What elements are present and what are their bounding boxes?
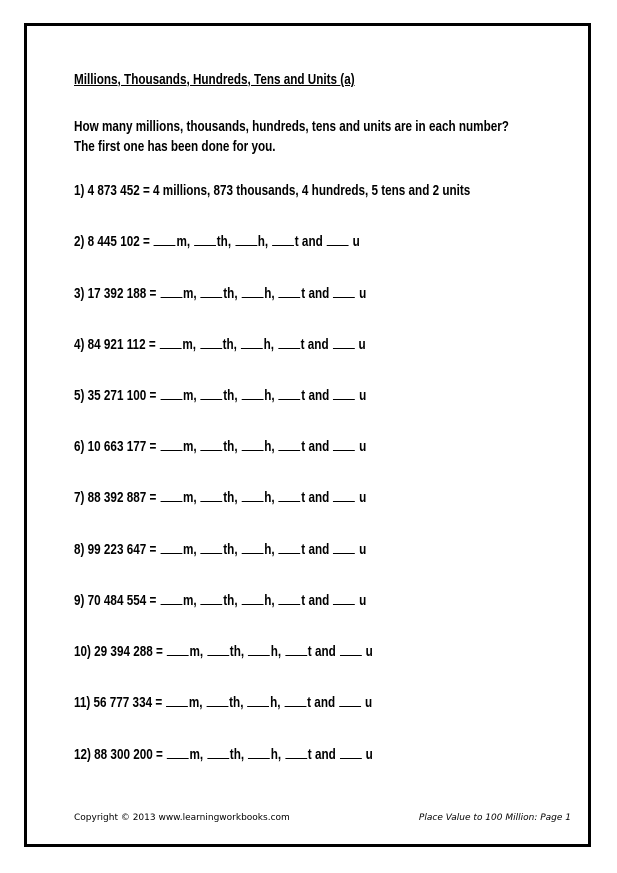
hundreds-blank[interactable]: [242, 541, 264, 554]
millions-label: m,: [189, 746, 204, 763]
tens-label: t and: [300, 336, 329, 353]
millions-label: m,: [182, 285, 197, 302]
units-blank[interactable]: [340, 643, 362, 656]
tens-blank[interactable]: [279, 592, 301, 605]
instruction-line-2: The first one has been done for you.: [74, 138, 276, 155]
hundreds-label: h,: [270, 643, 282, 660]
question-value: 88 392 887: [87, 489, 147, 506]
hundreds-label: h,: [264, 285, 275, 302]
tens-blank[interactable]: [279, 285, 301, 298]
hundreds-label: h,: [264, 387, 275, 404]
millions-label: m,: [188, 694, 203, 711]
tens-blank[interactable]: [272, 233, 294, 246]
tens-label: t and: [301, 489, 330, 506]
page-label: Place Value to 100 Million: Page 1: [418, 813, 571, 823]
hundreds-label: h,: [263, 336, 274, 353]
tens-blank[interactable]: [285, 694, 307, 707]
thousands-label: th,: [229, 694, 244, 711]
question-number: 5): [74, 387, 85, 404]
hundreds-blank[interactable]: [242, 387, 264, 400]
thousands-label: th,: [223, 541, 238, 558]
question-value: 10 663 177: [87, 438, 147, 455]
thousands-blank[interactable]: [207, 694, 229, 707]
millions-blank[interactable]: [166, 694, 188, 707]
hundreds-blank[interactable]: [248, 643, 270, 656]
question-value: 70 484 554: [87, 592, 147, 609]
units-blank[interactable]: [333, 387, 355, 400]
question-row: 11) 56 777 334 = m, th, h, t and u: [74, 694, 373, 711]
question-value: 8 445 102: [87, 233, 140, 250]
thousands-label: th,: [216, 233, 232, 250]
hundreds-label: h,: [270, 694, 281, 711]
millions-blank[interactable]: [160, 387, 182, 400]
question-number: 9): [74, 592, 85, 609]
hundreds-blank[interactable]: [248, 746, 270, 759]
tens-label: t and: [301, 285, 330, 302]
question-number: 2): [74, 233, 85, 250]
question-number: 8): [74, 541, 85, 558]
millions-blank[interactable]: [160, 592, 182, 605]
question-row: 7) 88 392 887 = m, th, h, t and u: [74, 489, 367, 506]
units-label: u: [365, 746, 373, 763]
worksheet-title: Millions, Thousands, Hundreds, Tens and Units (a): [74, 71, 355, 88]
tens-label: t and: [307, 746, 336, 763]
hundreds-label: h,: [264, 438, 275, 455]
question-value: 99 223 647: [87, 541, 147, 558]
question-row: 6) 10 663 177 = m, th, h, t and u: [74, 438, 367, 455]
thousands-label: th,: [223, 285, 238, 302]
hundreds-blank[interactable]: [242, 592, 264, 605]
units-blank[interactable]: [333, 541, 355, 554]
question-number: 3): [74, 285, 85, 302]
thousands-blank[interactable]: [201, 387, 223, 400]
question-value: 56 777 334: [93, 694, 153, 711]
thousands-label: th,: [223, 387, 238, 404]
thousands-blank[interactable]: [201, 285, 223, 298]
units-blank[interactable]: [333, 285, 355, 298]
units-label: u: [359, 592, 367, 609]
millions-label: m,: [182, 387, 197, 404]
question-value: 29 394 288: [94, 643, 153, 660]
millions-label: m,: [182, 438, 197, 455]
units-label: u: [359, 438, 367, 455]
thousands-blank[interactable]: [201, 541, 223, 554]
hundreds-blank[interactable]: [242, 489, 264, 502]
thousands-blank[interactable]: [194, 233, 216, 246]
hundreds-label: h,: [264, 541, 275, 558]
question-row: 9) 70 484 554 = m, th, h, t and u: [74, 592, 367, 609]
millions-label: m,: [176, 233, 191, 250]
question-row: 12) 88 300 200 = m, th, h, t and u: [74, 746, 373, 763]
question-value: 84 921 112: [87, 336, 146, 353]
tens-blank[interactable]: [285, 643, 307, 656]
example-row: 1) 4 873 452 = 4 millions, 873 thousands, 4 hundreds, 5 tens and 2 units: [74, 182, 471, 199]
tens-label: t and: [307, 643, 336, 660]
tens-label: t and: [294, 233, 323, 250]
tens-blank[interactable]: [285, 746, 307, 759]
millions-label: m,: [182, 541, 197, 558]
hundreds-blank[interactable]: [247, 694, 269, 707]
question-row: 3) 17 392 188 = m, th, h, t and u: [74, 285, 367, 302]
tens-blank[interactable]: [279, 541, 301, 554]
tens-blank[interactable]: [278, 336, 300, 349]
units-label: u: [365, 694, 373, 711]
units-blank[interactable]: [333, 592, 355, 605]
thousands-label: th,: [229, 746, 245, 763]
hundreds-label: h,: [257, 233, 269, 250]
units-label: u: [359, 285, 367, 302]
units-blank[interactable]: [340, 746, 362, 759]
units-blank[interactable]: [339, 694, 361, 707]
millions-label: m,: [182, 592, 197, 609]
millions-blank[interactable]: [160, 336, 182, 349]
tens-label: t and: [307, 694, 336, 711]
millions-blank[interactable]: [160, 541, 182, 554]
units-blank[interactable]: [333, 438, 355, 451]
units-blank[interactable]: [327, 233, 349, 246]
millions-blank[interactable]: [160, 438, 182, 451]
millions-blank[interactable]: [160, 285, 182, 298]
tens-label: t and: [301, 541, 330, 558]
thousands-label: th,: [222, 336, 237, 353]
units-label: u: [359, 387, 367, 404]
thousands-blank[interactable]: [207, 643, 229, 656]
millions-blank[interactable]: [167, 746, 189, 759]
question-row: 4) 84 921 112 = m, th, h, t and u: [74, 336, 366, 353]
question-value: 17 392 188: [87, 285, 147, 302]
millions-label: m,: [182, 336, 196, 353]
hundreds-label: h,: [264, 592, 275, 609]
tens-label: t and: [301, 592, 330, 609]
question-number: 11): [74, 694, 91, 711]
millions-blank[interactable]: [154, 233, 176, 246]
thousands-label: th,: [223, 592, 238, 609]
units-blank[interactable]: [333, 336, 355, 349]
thousands-blank[interactable]: [200, 336, 222, 349]
units-label: u: [359, 489, 367, 506]
instruction-line-1: How many millions, thousands, hundreds, tens and units are in each number?: [74, 118, 509, 135]
hundreds-blank[interactable]: [242, 438, 264, 451]
tens-blank[interactable]: [279, 438, 301, 451]
thousands-blank[interactable]: [201, 438, 223, 451]
hundreds-label: h,: [270, 746, 282, 763]
tens-label: t and: [301, 438, 330, 455]
thousands-blank[interactable]: [201, 592, 223, 605]
hundreds-blank[interactable]: [235, 233, 257, 246]
hundreds-blank[interactable]: [241, 336, 263, 349]
units-label: u: [358, 336, 366, 353]
tens-blank[interactable]: [279, 489, 301, 502]
question-number: 12): [74, 746, 91, 763]
hundreds-blank[interactable]: [242, 285, 264, 298]
question-number: 4): [74, 336, 85, 353]
thousands-label: th,: [223, 489, 238, 506]
question-row: 10) 29 394 288 = m, th, h, t and u: [74, 643, 373, 660]
tens-label: t and: [301, 387, 330, 404]
units-label: u: [365, 643, 373, 660]
question-row: 5) 35 271 100 = m, th, h, t and u: [74, 387, 367, 404]
millions-blank[interactable]: [160, 489, 182, 502]
question-value: 88 300 200: [94, 746, 153, 763]
question-row: 8) 99 223 647 = m, th, h, t and u: [74, 541, 367, 558]
units-blank[interactable]: [333, 489, 355, 502]
thousands-label: th,: [223, 438, 238, 455]
millions-label: m,: [189, 643, 204, 660]
question-row: 2) 8 445 102 = m, th, h, t and u: [74, 233, 360, 250]
thousands-blank[interactable]: [207, 746, 229, 759]
units-label: u: [359, 541, 367, 558]
thousands-blank[interactable]: [201, 489, 223, 502]
millions-label: m,: [182, 489, 197, 506]
tens-blank[interactable]: [279, 387, 301, 400]
copyright-text: Copyright © 2013 www.learningworkbooks.com: [74, 813, 290, 823]
units-label: u: [352, 233, 360, 250]
question-number: 10): [74, 643, 91, 660]
question-number: 7): [74, 489, 85, 506]
question-value: 35 271 100: [87, 387, 147, 404]
question-number: 6): [74, 438, 85, 455]
hundreds-label: h,: [264, 489, 275, 506]
thousands-label: th,: [229, 643, 245, 660]
millions-blank[interactable]: [167, 643, 189, 656]
